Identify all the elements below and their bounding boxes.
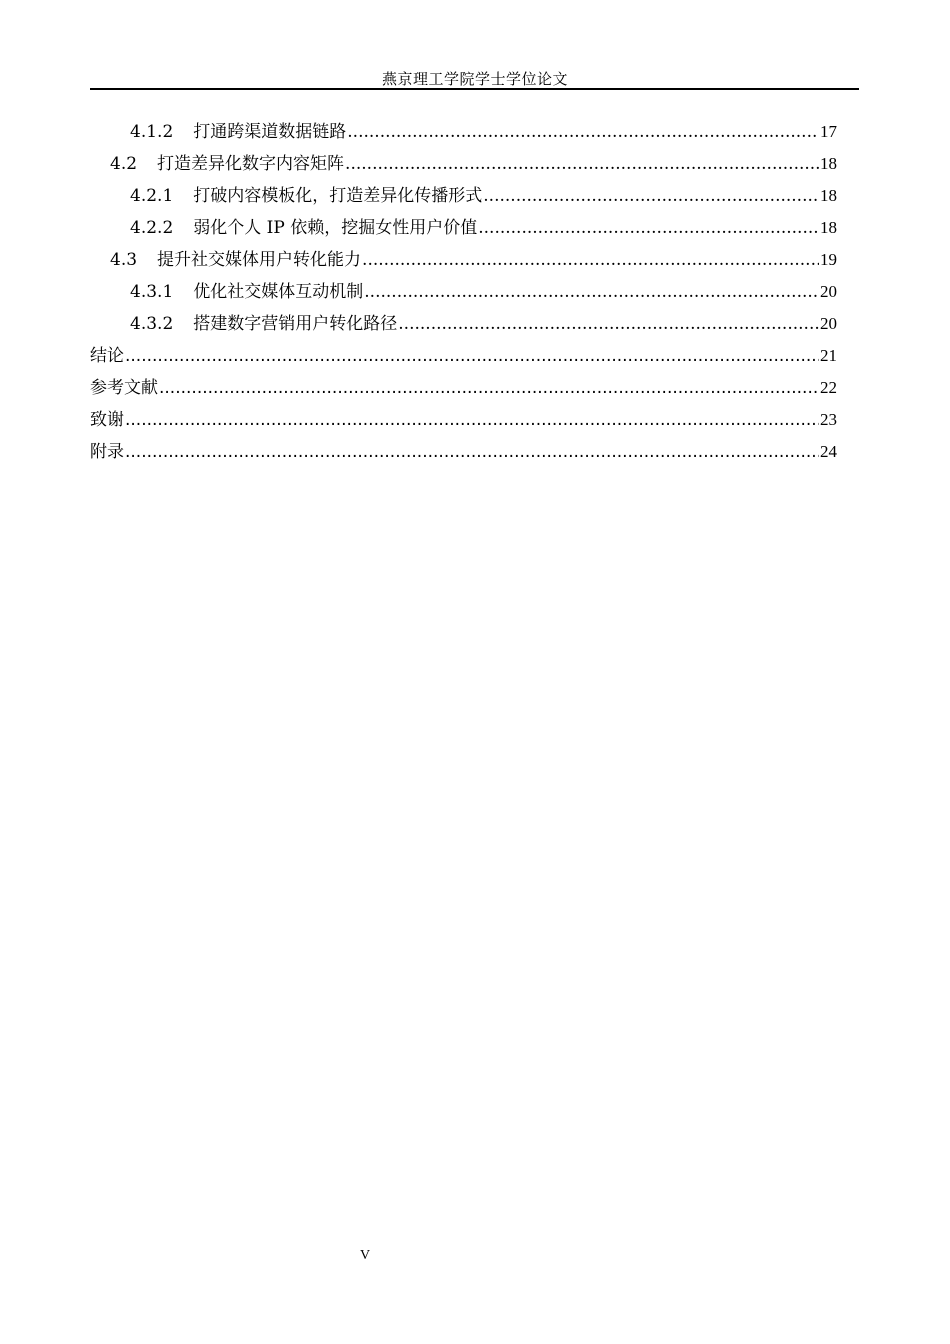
toc-entry-title: 打通跨渠道数据链路 [193,122,347,142]
toc-entry[interactable] [90,340,837,372]
toc-dot-leader [362,244,819,276]
toc-entry-page: 18 [820,186,837,205]
toc-entry-page: 20 [820,282,837,301]
toc-entry-title: 搭建数字营销用户转化路径 [193,314,398,334]
running-header: 燕京理工学院学士学位论文 [381,70,568,88]
toc-dot-leader [125,436,819,468]
toc-entry-number: 4.3.2 [130,314,174,334]
toc-entry-title: 致谢 [90,410,124,430]
toc-dot-leader [364,276,819,308]
toc-entry[interactable] [90,180,837,212]
toc-entry[interactable] [90,116,837,148]
toc-entry[interactable] [90,276,837,308]
toc-dot-leader [483,180,819,212]
toc-entry-number: 4.3 [110,250,138,270]
toc-entry[interactable] [90,212,837,244]
toc-entry[interactable] [90,372,837,404]
toc-entry-page: 17 [820,122,837,141]
toc-entry[interactable] [90,244,837,276]
toc-entry-title: 弱化个人 IP 依赖，挖掘女性用户价值 [193,218,478,238]
toc-dot-leader [347,116,819,148]
toc-entry[interactable] [90,404,837,436]
toc-entry-title: 优化社交媒体互动机制 [193,282,364,302]
toc-entry-title: 参考文献 [90,378,158,398]
toc-entry-page: 19 [820,250,837,269]
toc-entry-page: 23 [820,410,837,429]
toc-entry-title: 结论 [90,346,124,366]
toc-entry-page: 24 [820,442,837,461]
toc-entry-number: 4.2.2 [130,218,174,238]
toc-entry-title: 附录 [90,442,124,462]
toc-entry-number: 4.1.2 [130,122,174,142]
toc-entry[interactable] [90,148,837,180]
toc-dot-leader [125,340,819,372]
toc-entry-page: 20 [820,314,837,333]
toc-entry-number: 4.2.1 [130,186,174,206]
toc-entry[interactable] [90,436,837,468]
toc-entry-title: 提升社交媒体用户转化能力 [157,250,362,270]
toc-dot-leader [478,212,819,244]
toc-entry-page: 21 [820,346,837,365]
toc-entry-page: 18 [820,218,837,237]
header-rule [90,88,859,90]
toc-dot-leader [398,308,819,340]
toc-entry-title: 打破内容模板化，打造差异化传播形式 [193,186,483,206]
toc-dot-leader [125,404,819,436]
table-of-contents [90,116,837,468]
toc-dot-leader [345,148,819,180]
toc-entry-page: 22 [820,378,837,397]
toc-entry-number: 4.2 [110,154,138,174]
toc-dot-leader [159,372,819,404]
toc-entry-number: 4.3.1 [130,282,174,302]
toc-entry-title: 打造差异化数字内容矩阵 [157,154,345,174]
page-number: V [359,1248,371,1263]
toc-entry-page: 18 [820,154,837,173]
toc-entry[interactable] [90,308,837,340]
